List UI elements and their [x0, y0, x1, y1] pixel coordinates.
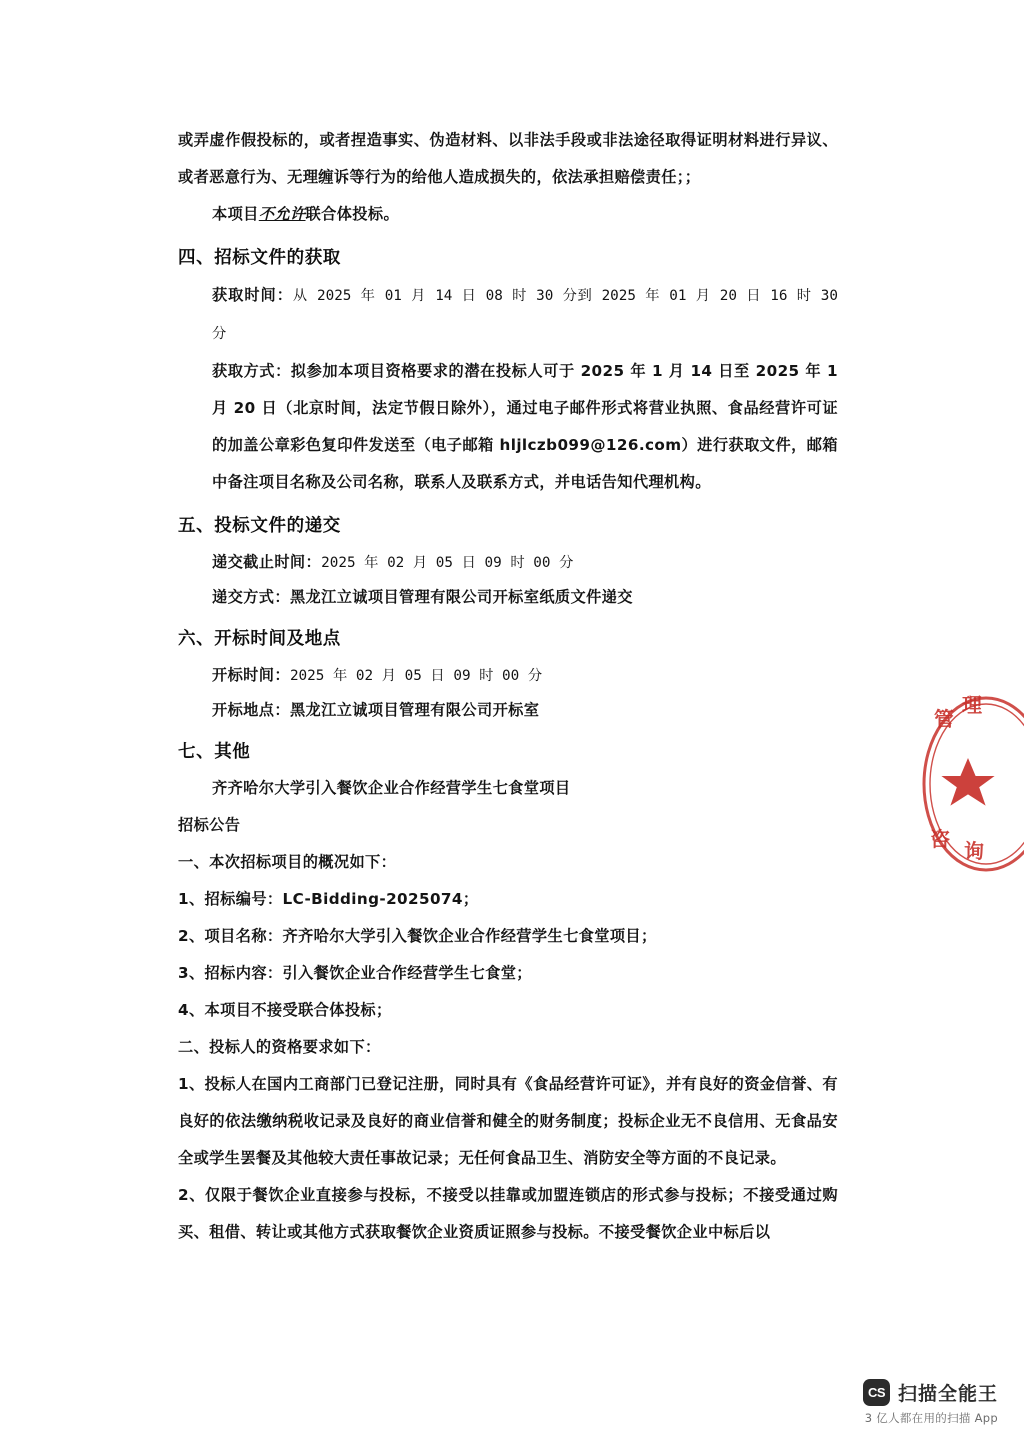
section-6-heading: 六、开标时间及地点	[178, 629, 341, 649]
svg-text:理: 理	[962, 693, 982, 717]
section-4	[178, 239, 838, 501]
announcement-item-3: 3、招标内容：引入餐饮企业合作经营学生七食堂；	[178, 964, 532, 982]
watermark-row	[863, 1379, 998, 1406]
label-acquire-time: 获取时间：	[212, 286, 293, 304]
announcement-item-4: 4、本项目不接受联合体投标；	[178, 1001, 392, 1019]
value-open-time: 2025 年 02 月 05 日 09 时 00 分	[289, 668, 543, 684]
svg-text:管: 管	[934, 707, 954, 731]
label-submit-deadline: 递交截止时间：	[212, 553, 322, 571]
svg-text:咨: 咨	[930, 827, 950, 851]
document-body	[178, 122, 838, 1251]
svg-text:询: 询	[964, 839, 984, 863]
section-5-deadline	[178, 545, 838, 580]
section-6	[178, 620, 838, 727]
value-open-place: 黑龙江立诚项目管理有限公司开标室	[289, 701, 540, 719]
section-7-project-name: 齐齐哈尔大学引入餐饮企业合作经营学生七食堂项目	[212, 779, 571, 797]
section-7	[178, 733, 838, 805]
text-suffix: 联合体投标。	[305, 205, 400, 223]
section-5-heading: 五、投标文件的递交	[178, 516, 341, 536]
qualification-item-2: 2、仅限于餐饮企业直接参与投标，不接受以挂靠或加盟连锁店的形式参与投标；不接受通过购买、租借、转让或其他方式获取餐饮企业资质证照参与投标。不接受餐饮企业中标后以	[178, 1186, 838, 1241]
label-open-time: 开标时间：	[212, 666, 290, 684]
announcement-item-1: 1、招标编号：LC-Bidding-2025074；	[178, 890, 479, 908]
value-submit-method: 黑龙江立诚项目管理有限公司开标室纸质文件递交	[289, 588, 633, 606]
announcement-block	[178, 807, 838, 1251]
qualification-item-1: 1、投标人在国内工商部门已登记注册，同时具有《食品经营许可证》，并有良好的资金信誉、有良好的依法缴纳税收记录及良好的商业信誉和健全的财务制度；投标企业无不良信用、无食品安全或学生罢餐及其他较大责任事故记录；无任何食品卫生、消防安全等方面的不良记录。	[178, 1075, 838, 1167]
section-4-heading: 四、招标文件的获取	[178, 248, 341, 268]
value-acquire-method: 拟参加本项目资格要求的潜在投标人可于 2025 年 1 月 14 日至 2025 年 1 月 20 日（北京时间，法定节假日除外），通过电子邮件形式将营业执照、食品经营许可证的加盖公章彩色复印件发送至（电子邮箱 hljlczb099@126.com）进行获取文件，邮箱中备注项目名称及公司名称，联系人及联系方式，并电话告知代理机构。	[212, 362, 839, 491]
announcement-part-two-heading: 二、投标人的资格要求如下：	[178, 1038, 381, 1056]
watermark-tagline: 3 亿人都在用的扫描 App	[864, 1411, 998, 1425]
section-7-heading: 七、其他	[178, 742, 251, 762]
section-6-time	[178, 658, 838, 693]
announcement-part-one-heading: 一、本次招标项目的概况如下：	[178, 853, 397, 871]
section-5	[178, 507, 838, 614]
section-4-acquire-method	[178, 353, 838, 501]
value-submit-deadline: 2025 年 02 月 05 日 09 时 00 分	[321, 555, 574, 571]
paragraph-continued: 或弄虚作假投标的，或者捏造事实、伪造材料、以非法手段或非法途径取得证明材料进行异议、或者恶意行为、无理缠诉等行为的给他人造成损失的，依法承担赔偿责任；；	[178, 131, 838, 186]
announcement-item-2: 2、项目名称：齐齐哈尔大学引入餐饮企业合作经营学生七食堂项目；	[178, 927, 657, 945]
camscanner-logo-icon: CS	[863, 1379, 890, 1406]
section-6-place	[178, 693, 838, 727]
value-acquire-time: 从 2025 年 01 月 14 日 08 时 30 分到 2025 年 01 月 20 日 16 时 30 分	[212, 288, 838, 342]
label-submit-method: 递交方式：	[212, 588, 290, 606]
label-open-place: 开标地点：	[212, 701, 290, 719]
announcement-title: 招标公告	[178, 816, 241, 834]
text-prefix: 本项目	[212, 205, 259, 223]
label-acquire-method: 获取方式：	[212, 362, 291, 380]
section-5-method	[178, 580, 838, 614]
section-4-acquire-time	[178, 277, 838, 353]
text-emphasis-not-allowed: 不允许	[258, 205, 306, 223]
paragraph-no-consortium	[178, 196, 838, 233]
scanner-app-watermark	[863, 1379, 998, 1426]
red-official-seal	[920, 686, 1024, 882]
watermark-app-name: 扫描全能王	[897, 1383, 998, 1405]
